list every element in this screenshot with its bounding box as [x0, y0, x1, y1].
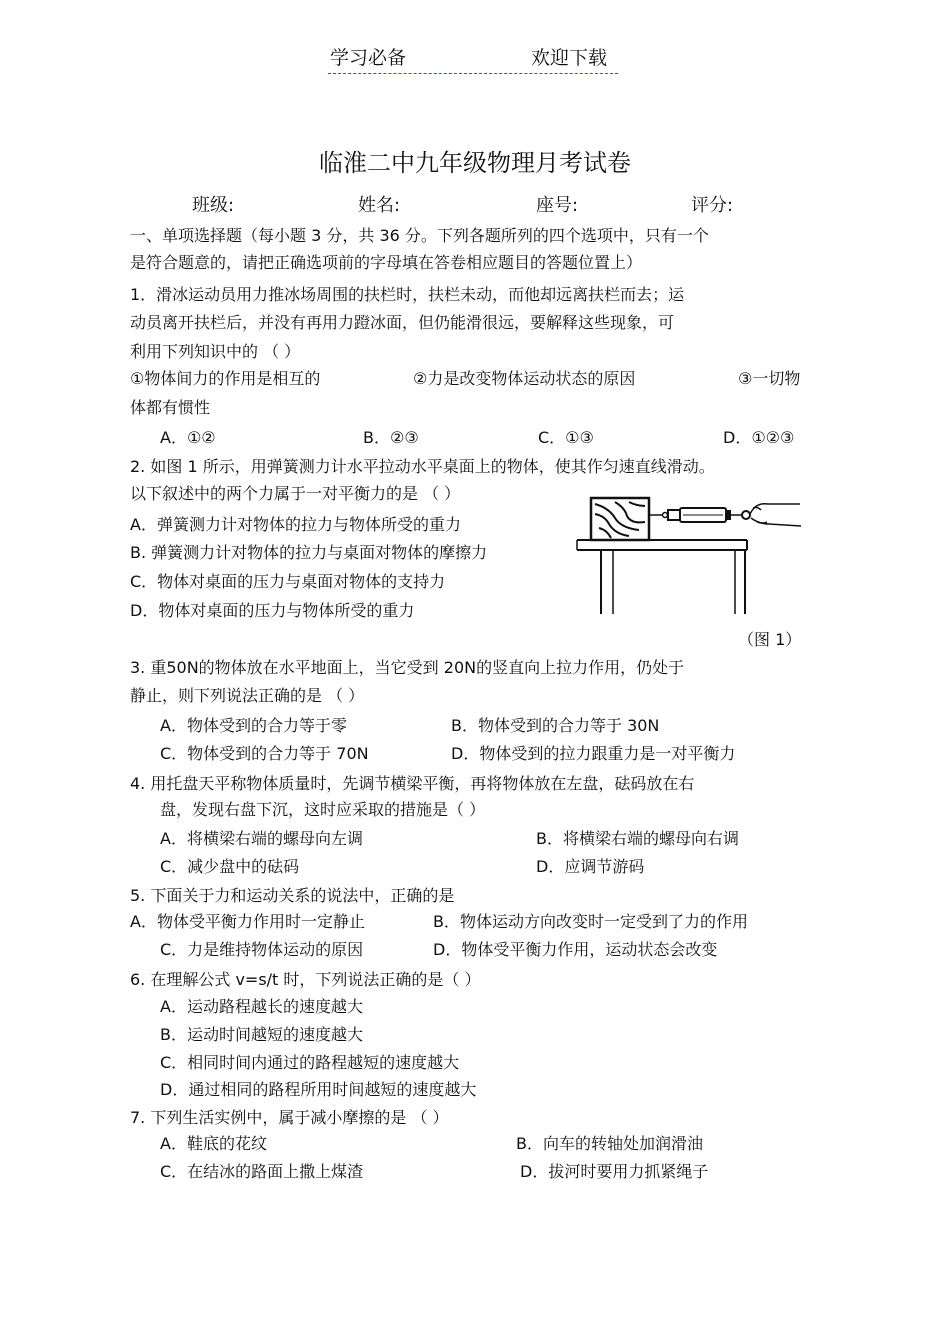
figure-1-caption: （图 1）: [738, 630, 802, 649]
q3-option-d: D．物体受到的拉力跟重力是一对平衡力: [451, 744, 736, 763]
q7-option-b: B．向车的转轴处加润滑油: [516, 1134, 703, 1153]
q4-line2: 盘，发现右盘下沉，这时应采取的措施是（ ）: [160, 800, 486, 819]
section1-line2: 是符合题意的，请把正确选项前的字母填在答卷相应题目的答题位置上）: [130, 253, 643, 272]
header-right: 欢迎下载: [531, 47, 608, 69]
q3-option-a: A．物体受到的合力等于零: [160, 716, 347, 735]
q1-option-d: D．①②③: [723, 428, 795, 447]
score-label: 评分:: [691, 195, 734, 216]
q6-option-b: B．运动时间越短的速度越大: [160, 1025, 363, 1044]
q5-option-a: A．物体受平衡力作用时一定静止: [130, 912, 365, 931]
q7-option-a: A．鞋底的花纹: [160, 1134, 267, 1153]
q7-line1: 7. 下列生活实例中，属于减小摩擦的是 （ ）: [130, 1108, 449, 1127]
class-label: 班级:: [192, 195, 235, 216]
q6-option-a: A．运动路程越长的速度越大: [160, 997, 363, 1016]
q6-option-c: C．相同时间内通过的路程越短的速度越大: [160, 1053, 460, 1072]
q5-option-c: C．力是维持物体运动的原因: [160, 940, 364, 959]
q5-option-d: D．物体受平衡力作用，运动状态会改变: [433, 940, 718, 959]
q4-option-b: B．将横梁右端的螺母向右调: [536, 829, 739, 848]
q1-knowledge-2: ②力是改变物体运动状态的原因: [413, 369, 636, 388]
q2-line2: 以下叙述中的两个力属于一对平衡力的是 （ ）: [130, 484, 461, 503]
q2-option-d: D．物体对桌面的压力与物体所受的重力: [130, 601, 415, 620]
page-title: 临淮二中九年级物理月考试卷: [319, 149, 631, 177]
q1-option-b: B．②③: [363, 428, 419, 447]
q7-option-c: C．在结冰的路面上撒上煤渣: [160, 1162, 364, 1181]
q5-option-b: B．物体运动方向改变时一定受到了力的作用: [433, 912, 748, 931]
q1-knowledge-1: ①物体间力的作用是相互的: [130, 369, 321, 388]
q2-option-b: B. 弹簧测力计对物体的拉力与桌面对物体的摩擦力: [130, 543, 488, 562]
section1-line1: 一、单项选择题（每小题 3 分，共 36 分。下列各题所列的四个选项中，只有一个: [130, 226, 709, 245]
scale-collar: [668, 510, 680, 520]
q1-knowledge-3-cont: 体都有惯性: [130, 398, 211, 417]
q6-option-d: D．通过相同的路程所用时间越短的速度越大: [160, 1080, 477, 1099]
figure-1-diagram: [575, 488, 805, 618]
q4-line1: 4. 用托盘天平称物体质量时，先调节横梁平衡，再将物体放在左盘，砝码放在右: [130, 774, 695, 793]
q7-option-d: D．拔河时要用力抓紧绳子: [520, 1162, 709, 1181]
header-left: 学习必备: [330, 47, 407, 69]
q3-line2: 静止，则下列说法正确的是 （ ）: [130, 686, 365, 705]
q1-line3: 利用下列知识中的 （ ）: [130, 342, 301, 361]
q1-line1: 1．滑冰运动员用力推冰场周围的扶栏时，扶栏未动，而他却远离扶栏而去；运: [130, 285, 685, 304]
name-label: 姓名:: [358, 195, 401, 216]
q2-option-c: C．物体对桌面的压力与桌面对物体的支持力: [130, 572, 446, 591]
q3-option-c: C．物体受到的合力等于 70N: [160, 744, 369, 763]
q2-option-a: A．弹簧测力计对物体的拉力与物体所受的重力: [130, 515, 461, 534]
q1-line2: 动员离开扶栏后，并没有再用力蹬冰面，但仍能滑很远，要解释这些现象，可: [130, 313, 675, 332]
q1-option-c: C．①③: [538, 428, 594, 447]
q4-option-c: C．减少盘中的砝码: [160, 857, 300, 876]
q3-line1: 3. 重50N的物体放在水平地面上，当它受到 20N的竖直向上拉力作用，仍处于: [130, 658, 685, 677]
q5-line1: 5. 下面关于力和运动关系的说法中，正确的是: [130, 886, 455, 905]
seat-label: 座号:: [536, 195, 579, 216]
q4-option-d: D．应调节游码: [536, 857, 645, 876]
q6-line1: 6. 在理解公式 v=s/t 时，下列说法正确的是（ ）: [130, 970, 481, 989]
q4-option-a: A．将横梁右端的螺母向左调: [160, 829, 363, 848]
scale-end-cap: [726, 510, 731, 520]
header-divider: [328, 73, 618, 74]
q2-line1: 2. 如图 1 所示，用弹簧测力计水平拉动水平桌面上的物体，使其作匀速直线滑动。: [130, 457, 715, 476]
q3-option-b: B．物体受到的合力等于 30N: [451, 716, 660, 735]
q1-option-a: A．①②: [160, 428, 216, 447]
q1-knowledge-3: ③一切物: [738, 369, 801, 388]
pull-ring: [742, 511, 750, 519]
hook-ring: [663, 513, 668, 518]
